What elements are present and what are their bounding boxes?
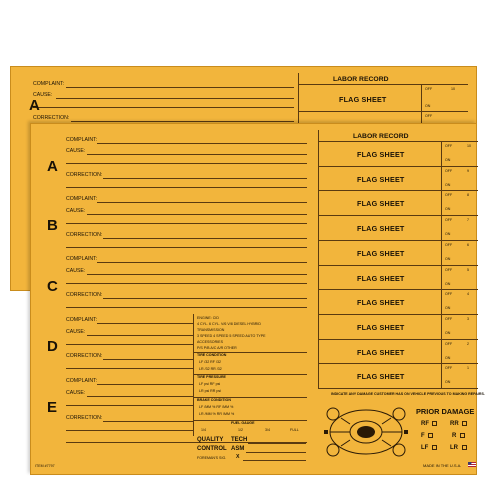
flag-number: 4 bbox=[467, 292, 469, 297]
flag-number: 2 bbox=[467, 341, 469, 346]
off-label: OFF bbox=[445, 144, 453, 148]
section-letter-a: A bbox=[47, 158, 58, 175]
on-label: ON bbox=[445, 207, 451, 212]
flag-sheet-title: FLAG SHEET bbox=[357, 372, 405, 382]
fuel-gauge-three-quarter: 3/4 bbox=[265, 428, 270, 432]
tech-label: TECH bbox=[231, 437, 248, 443]
tech-signature-line bbox=[248, 443, 306, 444]
damage-note: INDICATE ANY DAMAGE CUSTOMER HAS ON VEHICLE PREVIOUS TO MAKING REPAIRS. bbox=[331, 392, 485, 396]
cause-line bbox=[56, 98, 294, 99]
cause-line bbox=[87, 214, 307, 215]
quality-label: QUALITY bbox=[197, 437, 224, 443]
section-letter: A bbox=[29, 97, 40, 114]
cause-label: CAUSE: bbox=[66, 390, 86, 396]
labor-column-divider bbox=[318, 130, 319, 388]
writing-line bbox=[66, 430, 193, 431]
flag-sheet-title: FLAG SHEET bbox=[357, 322, 405, 332]
accessories-options: P/S P/B A/C A/R OTHER bbox=[197, 346, 237, 350]
off-label: OFF bbox=[445, 366, 453, 371]
tire-pressure-row: LR psi RR psi bbox=[199, 389, 221, 393]
prior-damage-lr-label: LR bbox=[450, 445, 458, 451]
off-label: OFF bbox=[445, 267, 453, 272]
prior-damage-rf-checkbox[interactable] bbox=[432, 421, 437, 426]
prior-damage-title: PRIOR DAMAGE bbox=[416, 407, 475, 416]
flag-number: 1 bbox=[467, 366, 469, 371]
fuel-gauge-full: FULL bbox=[290, 428, 299, 432]
on-label: ON bbox=[445, 232, 451, 237]
correction-label: CORRECTION: bbox=[66, 415, 103, 421]
flag-column-divider bbox=[421, 84, 422, 125]
prior-damage-r-checkbox[interactable] bbox=[460, 433, 465, 438]
complaint-label: COMPLAINT: bbox=[66, 378, 98, 384]
flag-sheet-title: FLAG SHEET bbox=[357, 248, 405, 258]
writing-line bbox=[66, 283, 307, 284]
on-label: ON bbox=[445, 330, 451, 335]
correction-line bbox=[103, 178, 307, 179]
cause-label: CAUSE: bbox=[33, 92, 53, 98]
correction-label: CORRECTION: bbox=[33, 115, 70, 121]
flag-sheet-title: FLAG SHEET bbox=[357, 150, 405, 159]
fuel-gauge-half: 1/2 bbox=[238, 428, 243, 432]
cause-line bbox=[87, 274, 307, 275]
section-letter-b: B bbox=[47, 217, 58, 234]
flag-number: 3 bbox=[467, 316, 469, 321]
flag-row-line bbox=[318, 314, 478, 315]
cause-line bbox=[87, 335, 193, 336]
complaint-label: COMPLAINT: bbox=[66, 317, 98, 323]
flag-row-line bbox=[318, 289, 478, 290]
off-label: OFF bbox=[445, 168, 453, 173]
cause-label: CAUSE: bbox=[66, 268, 86, 274]
flag-row-line bbox=[318, 339, 478, 340]
vehicle-info-divider bbox=[193, 314, 194, 436]
complaint-line bbox=[97, 202, 307, 203]
cause-label: CAUSE: bbox=[66, 208, 86, 214]
flag-sheet-title: FLAG SHEET bbox=[357, 224, 405, 234]
writing-line bbox=[33, 107, 294, 108]
flag-row-line bbox=[318, 166, 478, 167]
prior-damage-rf-label: RF bbox=[421, 421, 429, 427]
tire-pressure-title: TIRE PRESSURE bbox=[197, 375, 226, 379]
writing-line bbox=[66, 368, 193, 369]
fuel-gauge-title: FUEL GAUGE bbox=[231, 421, 255, 425]
engine-label: ENGINE: CID bbox=[197, 316, 219, 320]
foreman-signature-label: FOREMAN'S SIG. bbox=[197, 456, 227, 460]
flag-number: 5 bbox=[467, 267, 469, 272]
tire-condition-title: TIRE CONDITION bbox=[197, 353, 227, 357]
off-label: OFF bbox=[425, 114, 433, 118]
signature-x-mark: X bbox=[236, 454, 240, 460]
flag-number: 10 bbox=[451, 87, 455, 91]
flag-column-bottom-line bbox=[318, 388, 478, 389]
asm-signature-line bbox=[246, 452, 306, 453]
correction-line bbox=[71, 121, 294, 122]
correction-line bbox=[103, 359, 193, 360]
cause-line bbox=[87, 396, 193, 397]
off-label: OFF bbox=[445, 292, 453, 297]
off-label: OFF bbox=[445, 218, 453, 223]
flag-row-line bbox=[318, 190, 478, 191]
prior-damage-f-checkbox[interactable] bbox=[428, 433, 433, 438]
correction-line bbox=[103, 298, 307, 299]
flag-sheet-title: FLAG SHEET bbox=[357, 199, 405, 209]
prior-damage-lf-checkbox[interactable] bbox=[432, 445, 437, 450]
tire-condition-row: LF /32 RF /32 bbox=[199, 360, 221, 364]
labor-record-title: LABOR RECORD bbox=[333, 76, 389, 83]
complaint-label: COMPLAINT: bbox=[66, 256, 98, 262]
flag-row-line bbox=[318, 363, 478, 364]
flag-number: 9 bbox=[467, 168, 469, 173]
flag-row-line bbox=[318, 215, 478, 216]
asm-label: ASM bbox=[231, 446, 245, 452]
engine-cylinder-options: 4 CYL. 6 CYL. V/6 V/8 DIESEL HYBRID bbox=[197, 322, 261, 326]
flag-number: 10 bbox=[467, 144, 471, 148]
brake-condition-row: LF /MM % RF /MM % bbox=[199, 405, 234, 409]
on-label: ON bbox=[445, 380, 451, 385]
correction-line bbox=[103, 421, 193, 422]
complaint-line bbox=[97, 384, 193, 385]
prior-damage-lf-label: LF bbox=[421, 445, 429, 451]
flag-row-line bbox=[318, 240, 478, 241]
cause-label: CAUSE: bbox=[66, 148, 86, 154]
correction-label: CORRECTION: bbox=[66, 353, 103, 359]
off-label: OFF bbox=[445, 316, 453, 321]
complaint-line bbox=[97, 323, 193, 324]
off-label: OFF bbox=[445, 341, 453, 346]
writing-line bbox=[66, 163, 307, 164]
writing-line bbox=[66, 307, 307, 308]
flag-number: 7 bbox=[467, 218, 469, 223]
on-label: ON bbox=[445, 281, 451, 286]
on-label: ON bbox=[445, 355, 451, 360]
flag-sheet-title: FLAG SHEET bbox=[339, 95, 387, 104]
flag-sheet-title: FLAG SHEET bbox=[357, 273, 405, 283]
complaint-label: COMPLAINT: bbox=[66, 137, 98, 143]
off-label: OFF bbox=[445, 242, 453, 247]
correction-label: CORRECTION: bbox=[66, 172, 103, 178]
us-flag-icon bbox=[468, 462, 476, 467]
brake-condition-row: LR /MM % RR /MM % bbox=[199, 412, 235, 416]
labor-header-line bbox=[318, 141, 478, 142]
complaint-label: COMPLAINT: bbox=[66, 196, 98, 202]
prior-damage-f-label: F bbox=[421, 433, 425, 439]
made-in-usa: MADE IN THE U.S.A. bbox=[423, 463, 462, 468]
on-label: ON bbox=[425, 104, 431, 108]
complaint-line bbox=[97, 262, 307, 263]
front-labor-record-sheet bbox=[30, 123, 485, 475]
flag-row-line bbox=[318, 265, 478, 266]
correction-label: CORRECTION: bbox=[66, 232, 103, 238]
complaint-line bbox=[97, 143, 307, 144]
transmission-label: TRANSMISSION bbox=[197, 328, 225, 332]
on-label: ON bbox=[445, 182, 451, 187]
prior-damage-r-label: R bbox=[452, 433, 457, 439]
labor-column-divider bbox=[298, 73, 299, 125]
complaint-line bbox=[66, 87, 294, 88]
off-label: OFF bbox=[445, 193, 453, 198]
on-label: ON bbox=[445, 256, 451, 261]
on-label: ON bbox=[445, 158, 451, 162]
transmission-options: 3 SPEED 4 SPEED 5 SPEED AUTO TYPE bbox=[197, 334, 266, 338]
labor-record-title: LABOR RECORD bbox=[353, 133, 409, 140]
flag-sheet-title: FLAG SHEET bbox=[357, 298, 405, 308]
prior-damage-lr-checkbox[interactable] bbox=[462, 445, 467, 450]
correction-label: CORRECTION: bbox=[66, 292, 103, 298]
brake-condition-title: BRAKE CONDITION bbox=[197, 398, 231, 402]
writing-line bbox=[66, 344, 193, 345]
section-letter-d: D bbox=[47, 338, 58, 355]
tire-condition-row: LR /32 RR /32 bbox=[199, 367, 222, 371]
writing-line bbox=[66, 247, 307, 248]
foreman-signature-line bbox=[243, 460, 306, 461]
section-letter-c: C bbox=[47, 278, 58, 295]
vehicle-diagram-icon bbox=[321, 400, 411, 464]
prior-damage-rr-checkbox[interactable] bbox=[462, 421, 467, 426]
off-label: OFF bbox=[425, 87, 433, 91]
flag-sheet-title: FLAG SHEET bbox=[357, 347, 405, 357]
flag-sheet-title: FLAG SHEET bbox=[357, 174, 405, 184]
writing-line bbox=[66, 223, 307, 224]
flag-row-line bbox=[298, 111, 468, 112]
control-label: CONTROL bbox=[197, 446, 227, 452]
cause-line bbox=[87, 154, 307, 155]
writing-line bbox=[66, 187, 307, 188]
prior-damage-rr-label: RR bbox=[450, 421, 459, 427]
flag-number: 8 bbox=[467, 193, 469, 198]
writing-line bbox=[66, 405, 193, 406]
tire-pressure-row: LF psi RF psi bbox=[199, 382, 221, 386]
section-letter-e: E bbox=[47, 399, 58, 416]
cause-label: CAUSE: bbox=[66, 329, 86, 335]
flag-number: 6 bbox=[467, 242, 469, 247]
on-label: ON bbox=[445, 306, 451, 311]
item-number: ITEM #7797 bbox=[35, 464, 55, 468]
fuel-gauge-quarter: 1/4 bbox=[201, 428, 206, 432]
accessories-label: ACCESSORIES bbox=[197, 340, 223, 344]
labor-header-line bbox=[298, 84, 468, 85]
complaint-label: COMPLAINT: bbox=[33, 81, 65, 87]
correction-line bbox=[103, 238, 307, 239]
